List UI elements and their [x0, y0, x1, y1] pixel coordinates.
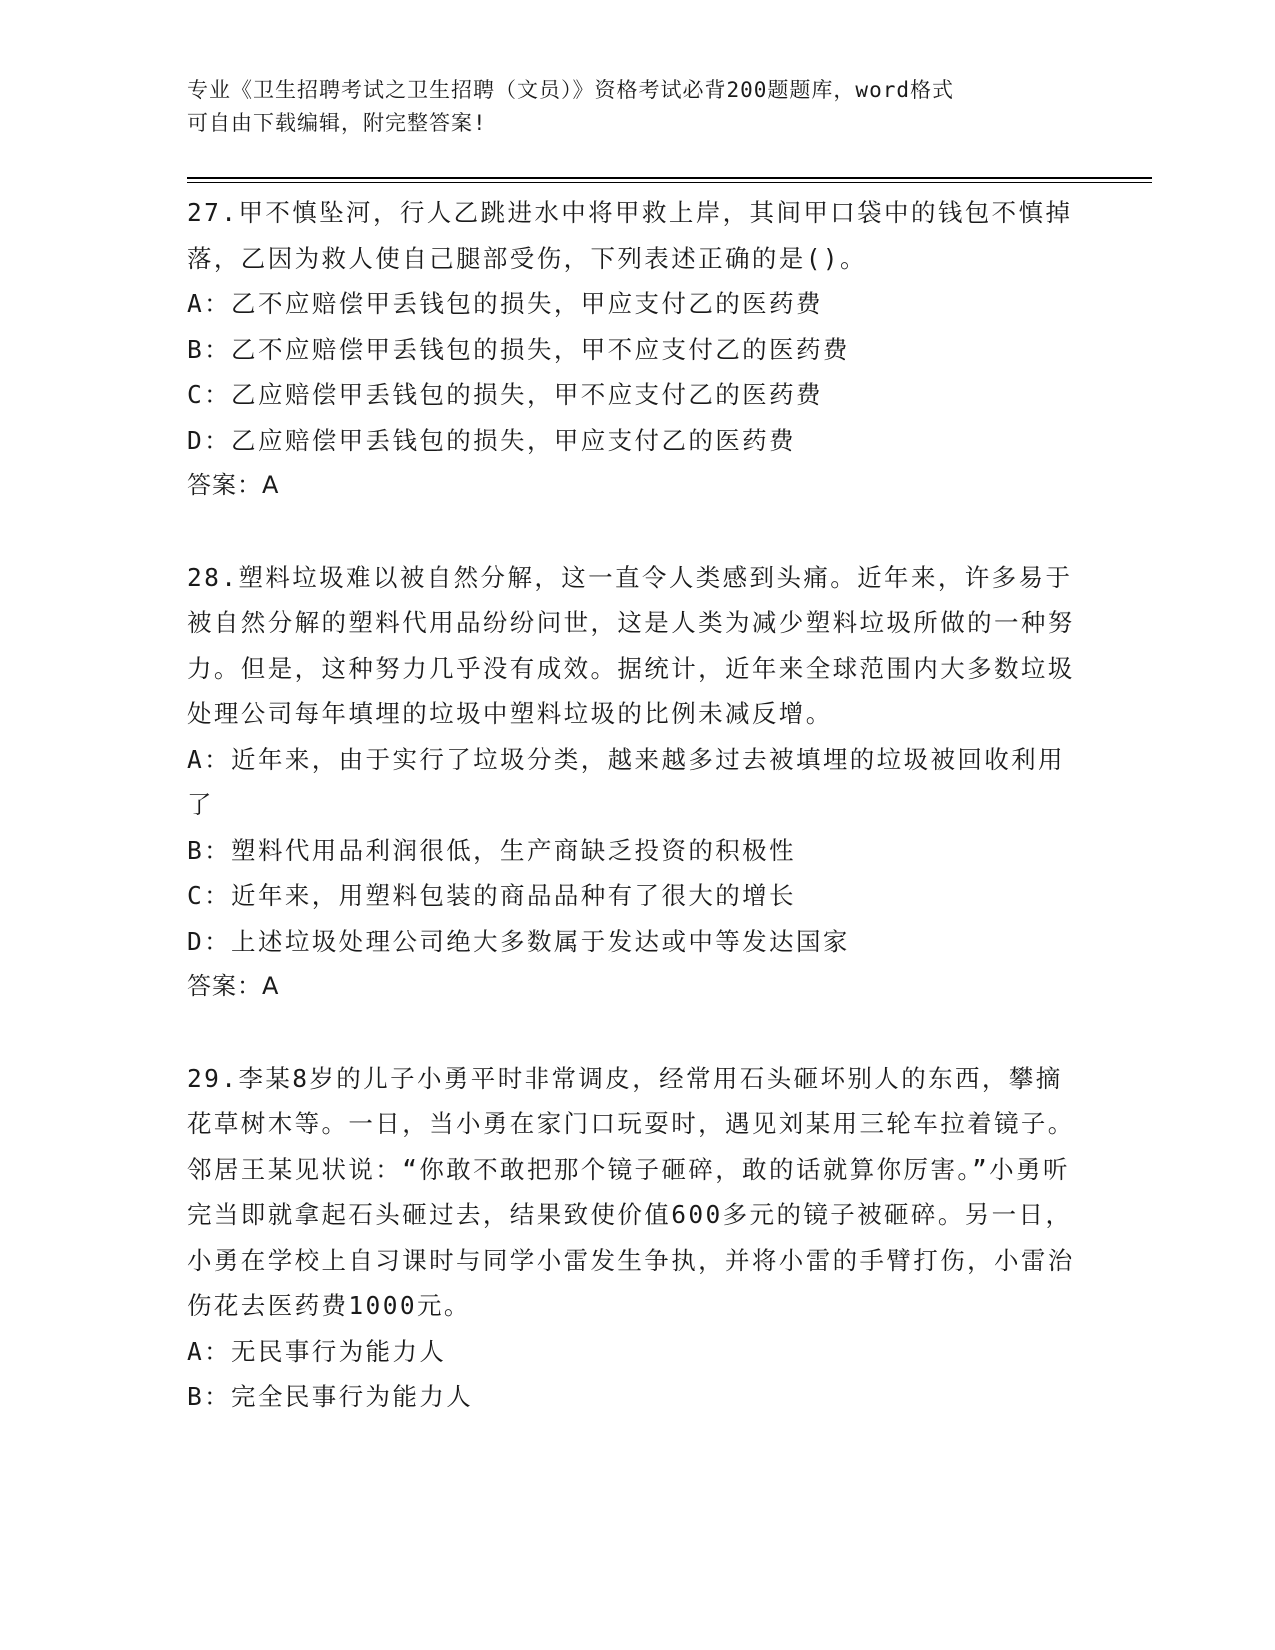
- option-d: D：乙应赔偿甲丢钱包的损失，甲应支付乙的医药费: [187, 425, 796, 455]
- question-stem: 29.李某8岁的儿子小勇平时非常调皮，经常用石头砸坏别人的东西，攀摘花草树木等。一日，当小勇在家门口玩耍时，遇见刘某用三轮车拉着镜子。邻居王某见状说：“你敢不敢把那个镜子砸碎，敢的话就算你厉害。”小勇听完当即就拿起石头砸过去，结果致使价值600多元的镜子被砸碎。另一日，小勇在学校上自习课时与同学小雷发生争执，并将小雷的手臂打伤，小雷治伤花去医药费1000元。: [187, 1063, 1075, 1320]
- question-stem: 28.塑料垃圾难以被自然分解，这一直令人类感到头痛。近年来，许多易于被自然分解的塑料代用品纷纷问世，这是人类为减少塑料垃圾所做的一种努力。但是，这种努力几乎没有成效。据统计，近年来全球范围内大多数垃圾处理公司每年填埋的垃圾中塑料垃圾的比例未减反增。: [187, 562, 1075, 728]
- option-c: C：乙应赔偿甲丢钱包的损失，甲不应支付乙的医药费: [187, 380, 823, 409]
- answer-label: 答案：A: [187, 972, 280, 1000]
- option-b: B：塑料代用品利润很低，生产商缺乏投资的积极性: [187, 835, 796, 865]
- question-29: [187, 1056, 1087, 1420]
- option-b: B：完全民事行为能力人: [187, 1382, 474, 1411]
- option-a: A：无民事行为能力人: [187, 1336, 447, 1366]
- question-spacer: [187, 1010, 1087, 1056]
- option-d: D：上述垃圾处理公司绝大多数属于发达或中等发达国家: [187, 926, 850, 956]
- header-divider-thick: [187, 177, 1152, 179]
- question-27: [187, 190, 1087, 509]
- question-spacer: [187, 509, 1087, 555]
- option-b: B：乙不应赔偿甲丢钱包的损失，甲不应支付乙的医药费: [187, 334, 850, 364]
- question-stem: 27.甲不慎坠河，行人乙跳进水中将甲救上岸，其间甲口袋中的钱包不慎掉落，乙因为救人使自己腿部受伤，下列表述正确的是()。: [187, 198, 1073, 273]
- option-a: A：乙不应赔偿甲丢钱包的损失，甲应支付乙的医药费: [187, 289, 823, 318]
- page-header: [187, 74, 1067, 140]
- option-a: A：近年来，由于实行了垃圾分类，越来越多过去被填埋的垃圾被回收利用了: [187, 744, 1065, 819]
- header-title-line1: 专业《卫生招聘考试之卫生招聘（文员）》资格考试必背200题题库，word格式: [187, 78, 954, 102]
- answer-label: 答案：A: [187, 471, 280, 499]
- question-list: [187, 190, 1087, 1420]
- header-divider-thin: [187, 182, 1152, 183]
- option-c: C：近年来，用塑料包装的商品品种有了很大的增长: [187, 881, 796, 910]
- header-title-line2: 可自由下载编辑，附完整答案!: [187, 111, 487, 135]
- question-28: [187, 555, 1087, 1010]
